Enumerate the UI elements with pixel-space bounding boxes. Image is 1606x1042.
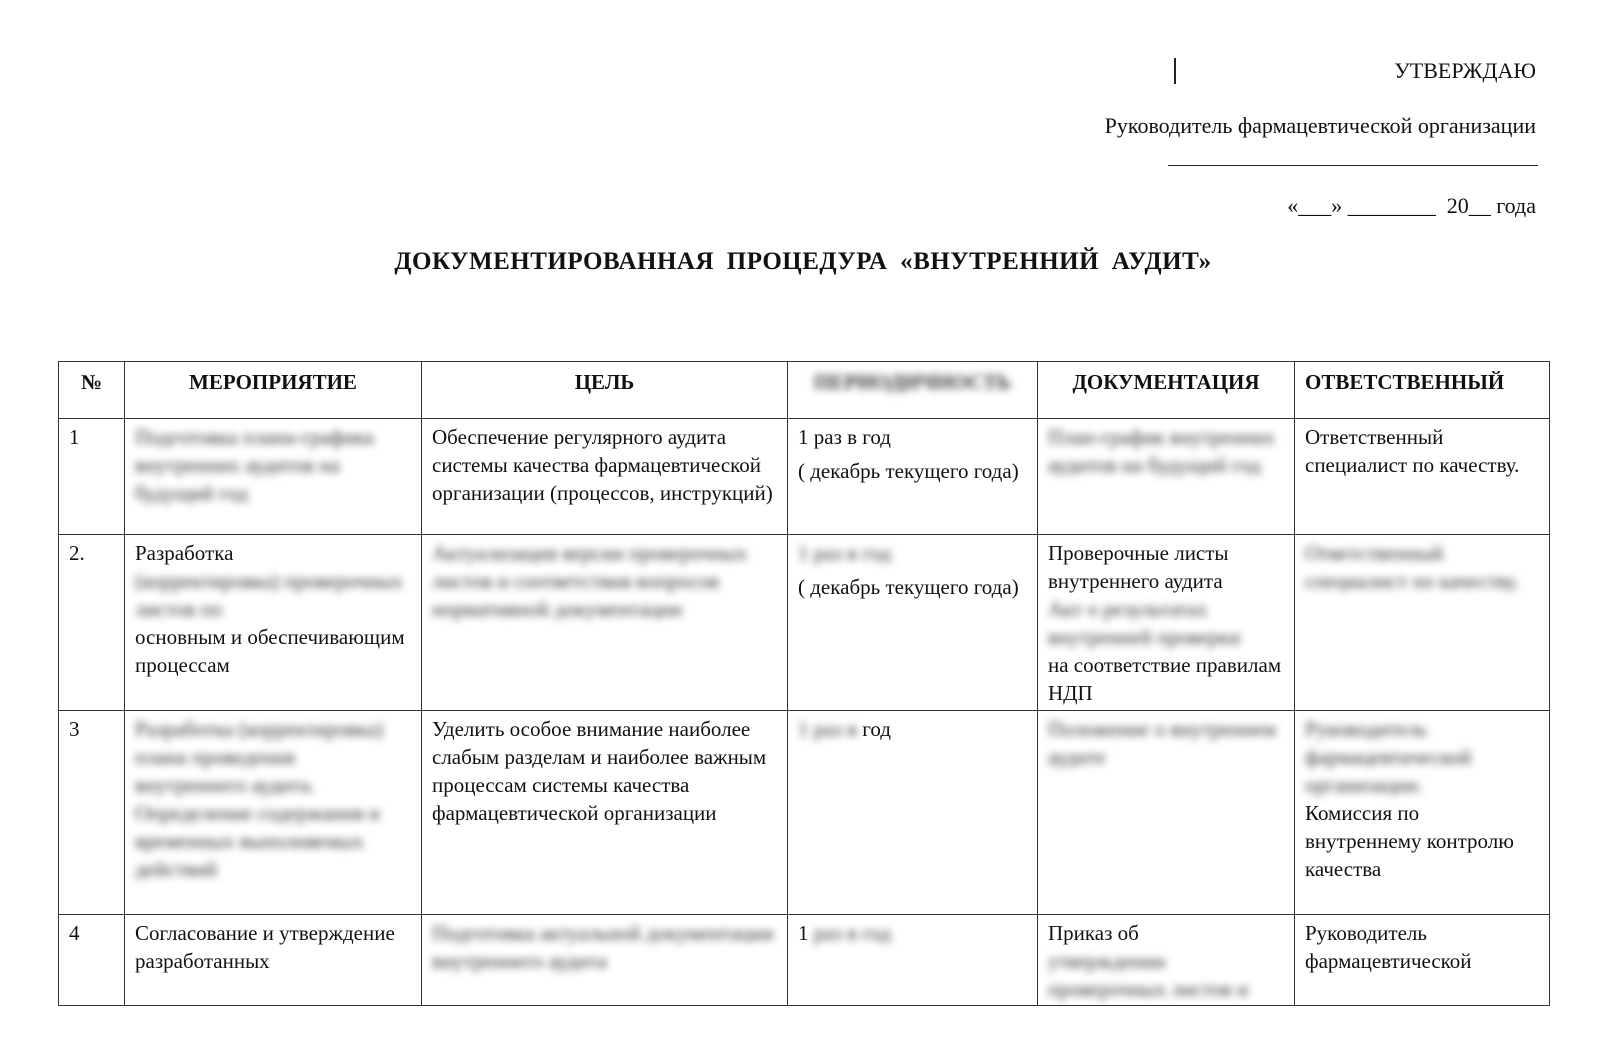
document-title: ДОКУМЕНТИРОВАННАЯ ПРОЦЕДУРА «ВНУТРЕННИЙ АУДИТ» [394, 248, 1212, 275]
documentation-text: Проверочные листы внутреннего аудита [1048, 541, 1229, 593]
row-number: 1 [59, 419, 125, 535]
procedure-table [58, 361, 1550, 1006]
blurred-text: Акт о результатах внутренней проверки [1048, 597, 1241, 649]
period-cell [788, 535, 1038, 711]
event-cell [125, 535, 422, 711]
goal-cell: Уделить особое внимание наиболее слабым разделам и наиболее важным процессам системы качества фармацевтической организации [422, 711, 788, 915]
column-header-responsible: ОТВЕТСТВЕННЫЙ [1295, 362, 1550, 419]
goal-cell [422, 915, 788, 1006]
blurred-text: 1 раз в год [798, 541, 891, 565]
period-cell [788, 711, 1038, 915]
signature-line [1168, 165, 1538, 166]
event-text: основным и обеспечивающим процессам [135, 625, 405, 677]
period-text: год [862, 717, 891, 741]
documentation-text: Приказ об [1048, 921, 1139, 945]
blurred-text: ПЕРИОДИЧНОСТЬ [814, 370, 1011, 394]
column-header-period [788, 362, 1038, 419]
goal-cell [422, 535, 788, 711]
blurred-text: 1 раз в [798, 717, 858, 741]
documentation-cell [1038, 711, 1295, 915]
blurred-text: утверждении проверочных листов и [1048, 949, 1249, 1001]
responsible-cell [1295, 711, 1550, 915]
column-header-event: МЕРОПРИЯТИЕ [125, 362, 422, 419]
text-cursor [1174, 58, 1176, 84]
column-header-goal: ЦЕЛЬ [422, 362, 788, 419]
blurred-text: Подготовка актуальной документации внутреннего аудита [432, 921, 774, 973]
blurred-text: Ответственный специалист по качеству. [1305, 541, 1520, 593]
documentation-text: на соответствие правилам НДП [1048, 653, 1282, 705]
table-row [59, 535, 1550, 711]
goal-cell: Обеспечение регулярного аудита системы качества фармацевтической организации (процессов, инструкций) [422, 419, 788, 535]
period-note: ( декабрь текущего года) [798, 575, 1019, 599]
responsible-cell: Руководитель фармацевтической [1295, 915, 1550, 1006]
blurred-text: раз в год [813, 921, 891, 945]
period-note: ( декабрь текущего года) [798, 459, 1019, 483]
blurred-text: Разработка (корректировка) плана проведения внутреннего аудита. [135, 717, 384, 797]
approver-position: Руководитель фармацевтической организации [1104, 113, 1536, 138]
period-cell [788, 419, 1038, 535]
approval-date-line: «___» ________ 20__ года [1287, 193, 1536, 218]
period-text: 1 раз в год [798, 425, 891, 449]
blurred-text: Актуализация версии проверочных листов и соответствия вопросов нормативной документации [432, 541, 748, 621]
event-cell [125, 711, 422, 915]
responsible-cell [1295, 535, 1550, 711]
row-number: 3 [59, 711, 125, 915]
documentation-cell [1038, 535, 1295, 711]
event-text: Разработка [135, 541, 234, 565]
blurred-text: (корректировка) проверочных листов по [135, 569, 403, 621]
column-header-number: № [59, 362, 125, 419]
table-row [59, 915, 1550, 1006]
row-number: 2. [59, 535, 125, 711]
event-cell: Согласование и утверждение разработанных [125, 915, 422, 1006]
column-header-documentation: ДОКУМЕНТАЦИЯ [1038, 362, 1295, 419]
table-row [59, 711, 1550, 915]
blurred-text: План-график внутренних аудитов на будущий год [1048, 425, 1276, 477]
event-cell [125, 419, 422, 535]
blurred-text: Определение содержания и временных выполняемых действий [135, 801, 380, 881]
responsible-cell: Ответственный специалист по качеству. [1295, 419, 1550, 535]
table-row [59, 419, 1550, 535]
table-header-row [59, 362, 1550, 419]
period-cell [788, 915, 1038, 1006]
blurred-text: Подготовка плана-графика внутренних аудитов на будущий год [135, 425, 374, 505]
blurred-text: Руководитель фармацевтической организации. [1305, 717, 1472, 797]
responsible-text: Комиссия по внутреннему контролю качества [1305, 801, 1514, 881]
documentation-cell [1038, 915, 1295, 1006]
blurred-text: Положение о внутреннем аудите [1048, 717, 1277, 769]
period-text: 1 [798, 921, 809, 945]
approve-label: УТВЕРЖДАЮ [1394, 58, 1536, 83]
row-number: 4 [59, 915, 125, 1006]
documentation-cell [1038, 419, 1295, 535]
